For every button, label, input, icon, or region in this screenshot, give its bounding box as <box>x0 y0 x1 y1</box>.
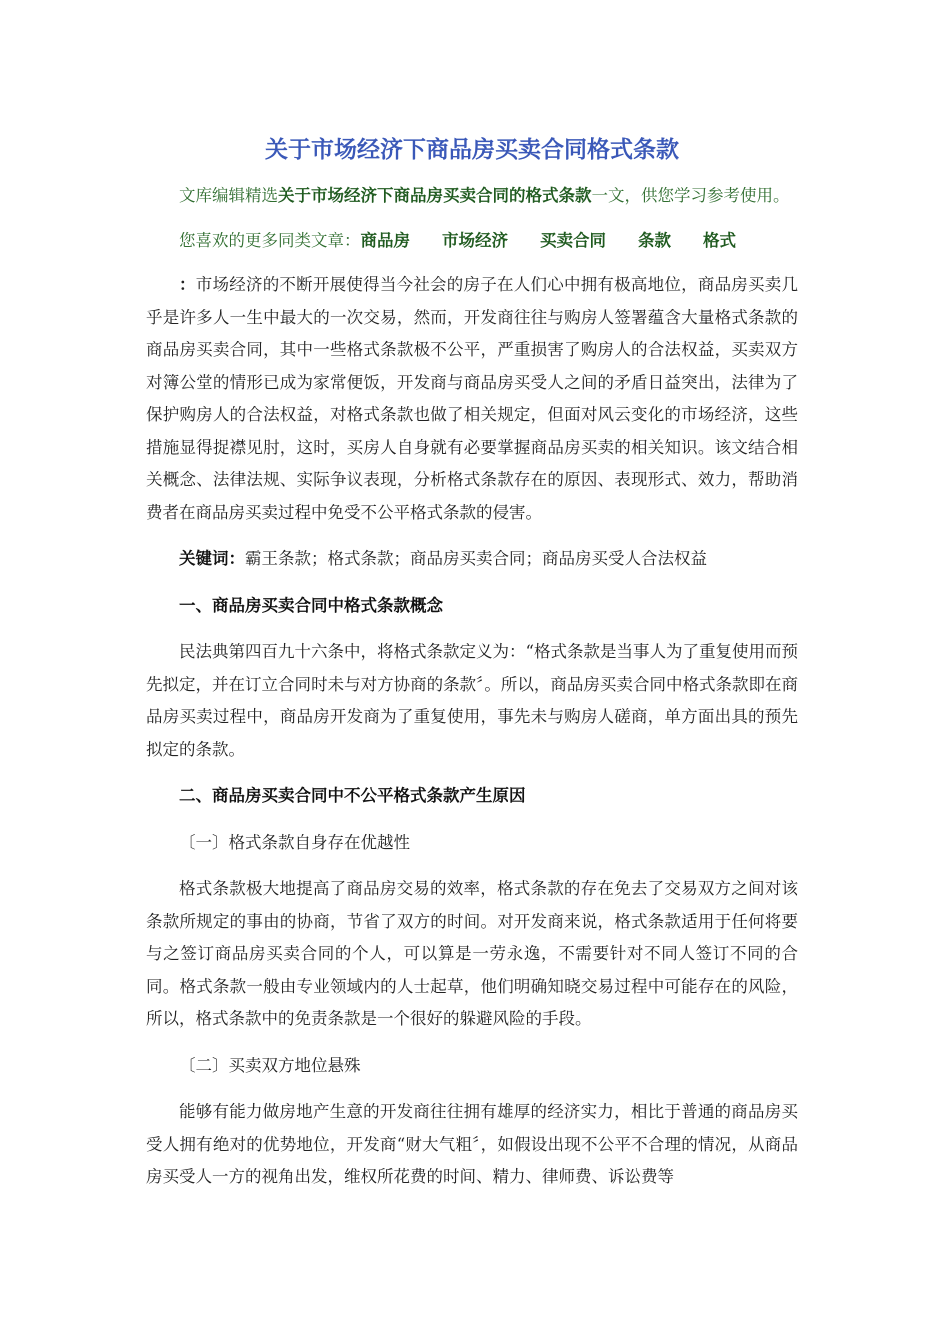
section-2-sub2-heading: 〔二〕买卖双方地位悬殊 <box>179 1055 361 1075</box>
related-articles <box>146 225 798 258</box>
related-tag-link[interactable]: 条款 <box>638 230 671 250</box>
section-2-sub1-paragraph: 格式条款极大地提高了商品房交易的效率，格式条款的存在免去了交易双方之间对该条款所规定的事由的协商，节省了双方的时间。对开发商来说，格式条款适用于任何将要与之签订商品房买卖合同的个人，可以算是一劳永逸，不需要针对不同人签订不同的合同。格式条款一般由专业领域内的人士起草，他们明确知晓交易过程中可能存在的风险，所以，格式条款中的免责条款是一个很好的躲避风险的手段。 <box>146 879 798 1028</box>
section-1-heading: 一、商品房买卖合同中格式条款概念 <box>179 595 443 615</box>
related-tag-link[interactable]: 格式 <box>703 230 736 250</box>
section-1-paragraph: 民法典第四百九十六条中，将格式条款定义为：“格式条款是当事人为了重复使用而预先拟定，并在订立合同时未与对方协商的条款〞。所以，商品房买卖合同中格式条款即在商品房买卖过程中，商品房开发商为了重复使用，事先未与购房人磋商，单方面出具的预先拟定的条款。 <box>146 642 798 759</box>
document-title: 关于市场经济下商品房买卖合同格式条款 <box>265 137 679 163</box>
related-label: 您喜欢的更多同类文章： <box>179 230 361 250</box>
abstract-text: 市场经济的不断开展使得当今社会的房子在人们心中拥有极高地位，商品房买卖几乎是许多人一生中最大的一次交易，然而，开发商往往与购房人签署蕴含大量格式条款的商品房买卖合同，其中一些格式条款极不公平，严重损害了购房人的合法权益，买卖双方对簿公堂的情形已成为家常便饭，开发商与商品房买受人之间的矛盾日益突出，法律为了保护购房人的合法权益，对格式条款也做了相关规定，但面对风云变化的市场经济，这些措施显得捉襟见肘，这时，买房人自身就有必要掌握商品房买卖的相关知识。该文结合相关概念、法律法规、实际争议表现，分析格式条款存在的原因、表现形式、效力，帮助消费者在商品房买卖过程中免受不公平格式条款的侵害。 <box>146 275 799 522</box>
abstract-paragraph <box>146 269 798 529</box>
intro-suffix: 一文，供您学习参考使用。 <box>591 186 790 205</box>
section-2-heading: 二、商品房买卖合同中不公平格式条款产生原因 <box>179 786 526 805</box>
related-tag-link[interactable]: 市场经济 <box>442 230 508 250</box>
keywords-text: 霸王条款；格式条款；商品房买卖合同；商品房买受人合法权益 <box>245 549 707 568</box>
intro-article-link[interactable]: 关于市场经济下商品房买卖合同的格式条款 <box>278 186 592 205</box>
keywords-label: 关键词： <box>179 549 245 568</box>
intro-prefix: 文库编辑精选 <box>179 186 278 205</box>
section-2-sub1-heading: 〔一〕格式条款自身存在优越性 <box>179 832 410 852</box>
abstract-lead: ： <box>179 275 196 294</box>
section-2-sub2-paragraph: 能够有能力做房地产生意的开发商往往拥有雄厚的经济实力，相比于普通的商品房买受人拥有绝对的优势地位，开发商“财大气粗〞，如假设出现不公平不合理的情况，从商品房买受人一方的视角出发，维权所花费的时间、精力、律师费、诉讼费等 <box>146 1102 798 1186</box>
related-tag-link[interactable]: 买卖合同 <box>540 230 606 250</box>
keywords-paragraph <box>146 543 798 576</box>
related-tag-link[interactable]: 商品房 <box>360 230 410 250</box>
document-content <box>146 130 798 1208</box>
intro-paragraph <box>146 180 798 213</box>
